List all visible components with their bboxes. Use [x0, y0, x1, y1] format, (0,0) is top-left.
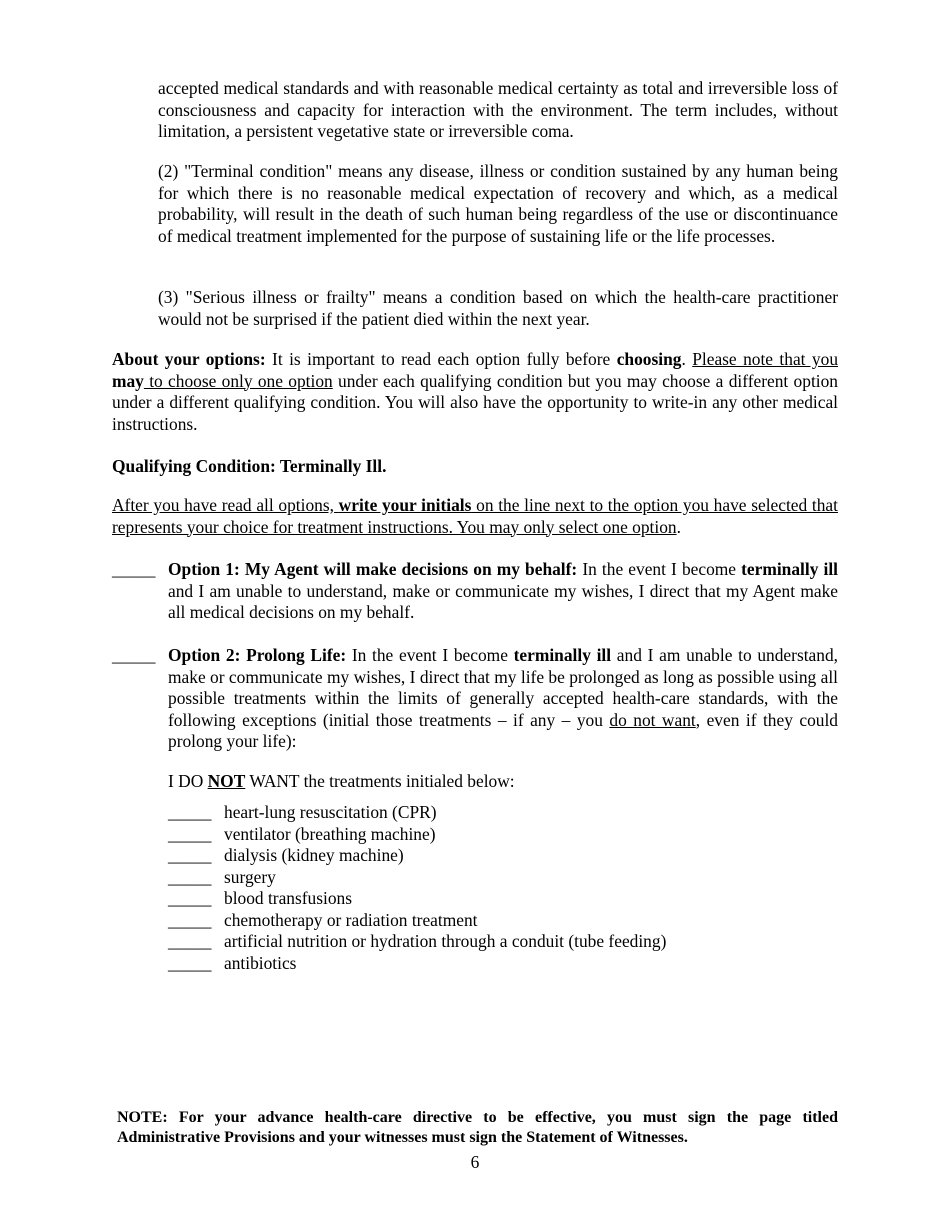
- option-2: [112, 645, 838, 753]
- treatment-initials-line[interactable]: _____: [168, 888, 212, 908]
- treatment-initials-line[interactable]: _____: [168, 931, 212, 951]
- about-options-heading: About your options:: [112, 349, 266, 369]
- instructions-paragraph: After you have read all options, write your initials on the line next to the option you have selected that represents your choice for treatment instructions. You may only select one option.: [112, 495, 838, 537]
- qualifying-condition-heading: Qualifying Condition: Terminally Ill.: [112, 456, 387, 476]
- list-item: _____ surgery: [168, 866, 276, 887]
- do-not-want-heading: I DO NOT WANT the treatments initialed below:: [168, 771, 515, 791]
- option-1-initials-line[interactable]: _____: [112, 559, 156, 579]
- option-2-text: Option 2: Prolong Life: In the event I become terminally ill and I am unable to understand, make or communicate my wishes, I direct that my life be prolonged as long as possible using all possible treatments within the limits of generally accepted health-care standards, with the following exceptions (initial those treatments – if any – you do not want, even if they could prolong your life):: [168, 645, 839, 751]
- about-options-paragraph: About your options: It is important to read each option fully before choosing. Please note that you may to choose only one option under each qualifying condition but you may choose a different option under a different qualifying condition. You will also have the opportunity to write-in any other medical instructions.: [112, 349, 839, 434]
- list-item: _____ antibiotics: [168, 952, 297, 973]
- definition-terminal-condition: (2) "Terminal condition" means any disease, illness or condition sustained by any human being for which there is no reasonable medical expectation of recovery and which, as a medical probability, will result in the death of such human being regardless of the use or discontinuance of medical treatment implemented for the purpose of sustaining life or the life processes.: [158, 161, 838, 246]
- signature-note: NOTE: For your advance health-care directive to be effective, you must sign the page titled Administrative Provisions and your witnesses must sign the Statement of Witnesses.: [117, 1109, 838, 1146]
- list-item: _____ chemotherapy or radiation treatment: [168, 909, 478, 930]
- treatment-initials-line[interactable]: _____: [168, 845, 212, 865]
- list-item: _____ ventilator (breathing machine): [168, 823, 436, 844]
- treatment-initials-line[interactable]: _____: [168, 952, 212, 973]
- list-item: _____ dialysis (kidney machine): [168, 845, 404, 865]
- list-item: _____ heart-lung resuscitation (CPR): [168, 802, 437, 822]
- treatment-initials-line[interactable]: _____: [168, 823, 212, 844]
- list-item: _____ blood transfusions: [168, 888, 353, 908]
- list-item: _____ artificial nutrition or hydration through a conduit (tube feeding): [168, 931, 667, 951]
- definition-serious-illness: (3) "Serious illness or frailty" means a condition based on which the health-care practitioner would not be surprised if the patient died within the next year.: [158, 287, 838, 329]
- page-number: 6: [470, 1152, 480, 1172]
- treatment-initials-line[interactable]: _____: [168, 909, 212, 930]
- definition-1-continued: accepted medical standards and with reasonable medical certainty as total and irreversible loss of consciousness and capacity for interaction with the environment. The term includes, without limitation, a persistent vegetative state or irreversible coma.: [158, 78, 838, 141]
- option-1: [112, 559, 838, 624]
- treatment-initials-line[interactable]: _____: [168, 866, 212, 887]
- option-1-text: Option 1: My Agent will make decisions on my behalf: In the event I become terminally ill and I am unable to understand, make or communicate my wishes, I direct that my Agent make all medical decisions on my behalf.: [168, 559, 838, 622]
- treatment-list: [168, 802, 788, 974]
- treatment-initials-line[interactable]: _____: [168, 802, 212, 822]
- option-2-initials-line[interactable]: _____: [112, 645, 156, 665]
